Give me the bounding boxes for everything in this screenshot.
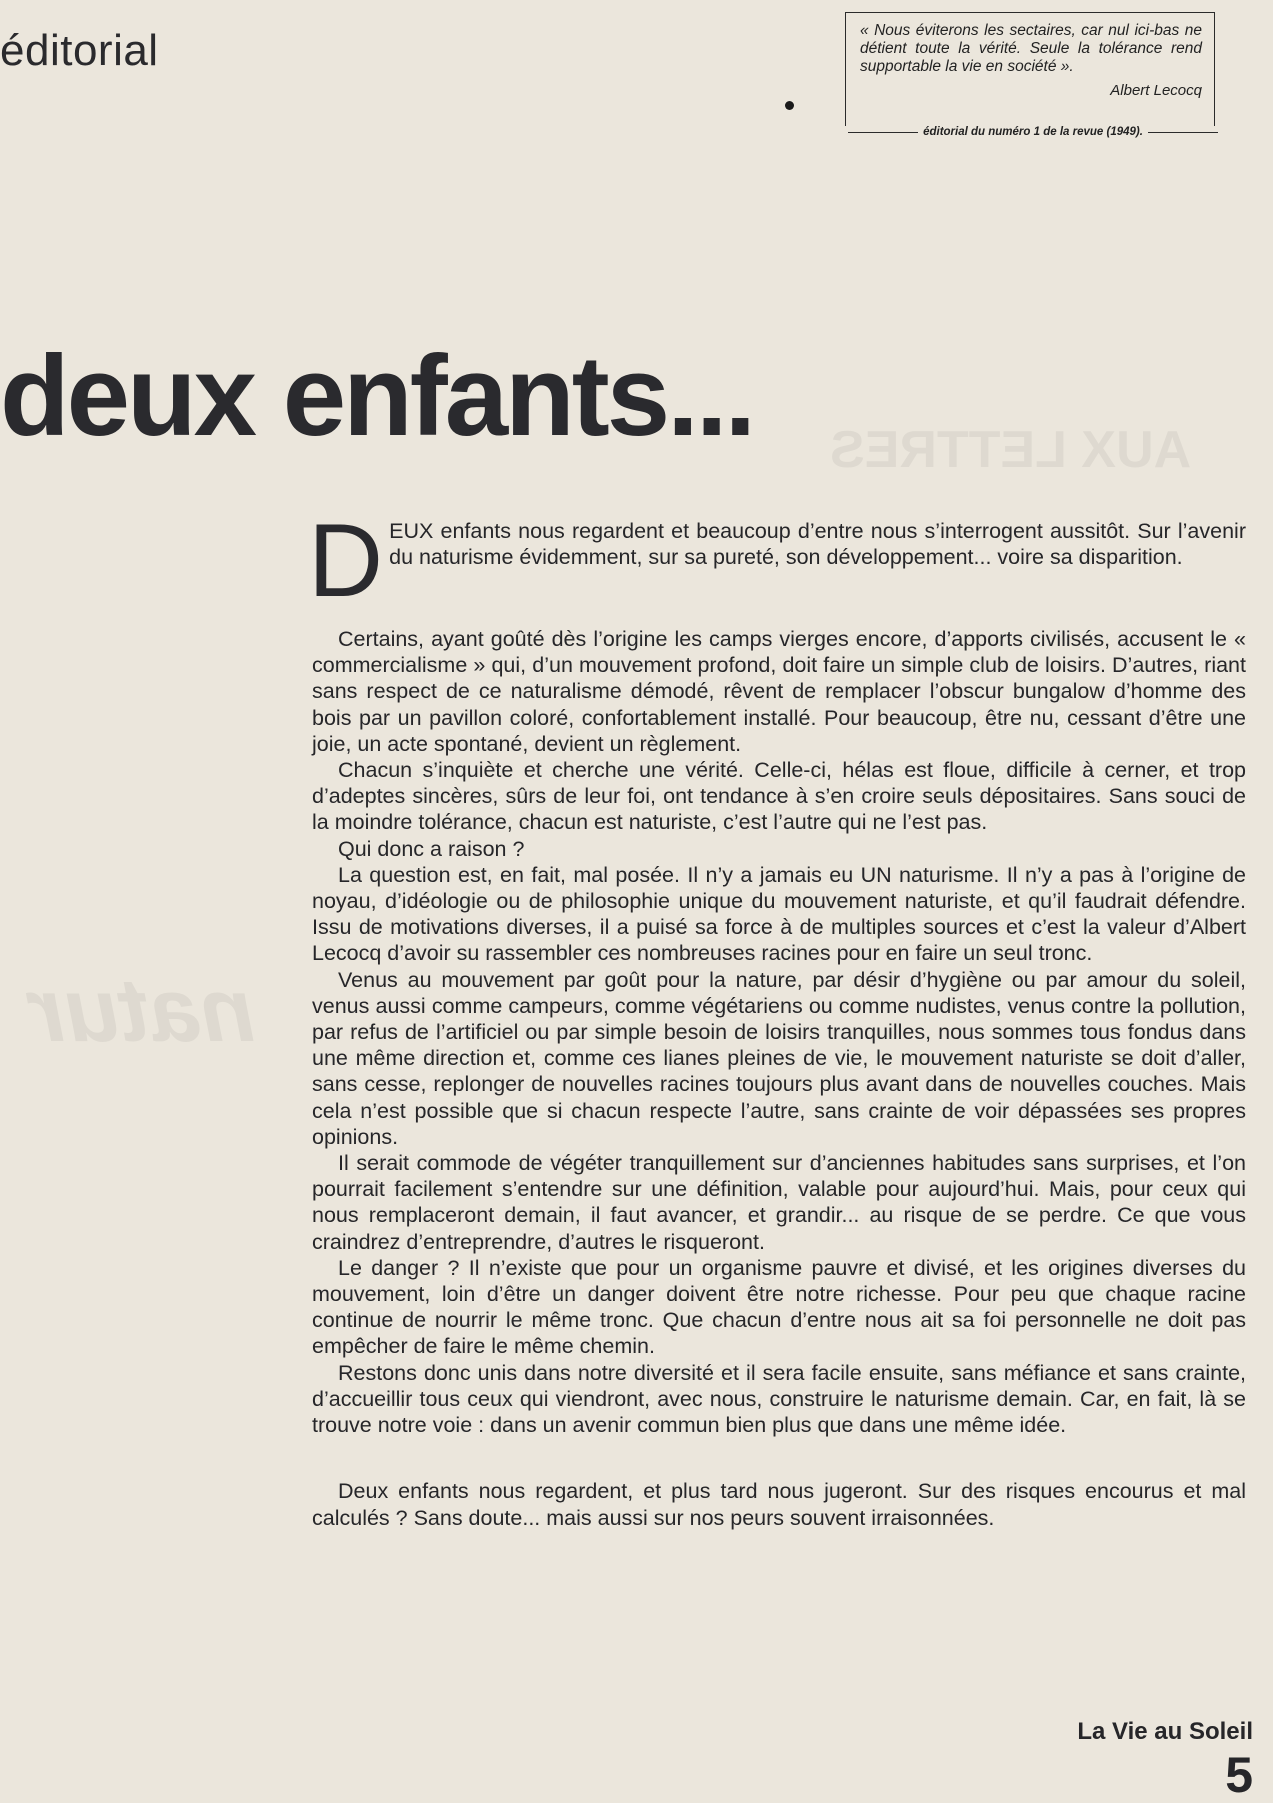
quote-text: « Nous éviterons les sectaires, car nul ici-bas ne détient toute la vérité. Seule la tolérance rend supportable la vie en société ». (860, 22, 1202, 75)
page-number: 5 (1225, 1747, 1253, 1803)
article-paragraph: Chacun s’inquiète et cherche une vérité. Celle-ci, hélas est floue, difficile à cerner, et trop d’adeptes sincères, sûrs de leur foi, ont tendance à s’en croire seuls dépositaires. Sans souci de la moindre tolérance, chacun est naturiste, c’est l’autre qui ne l’est pas. (312, 758, 1246, 835)
article-paragraph: Le danger ? Il n’existe que pour un organisme pauvre et divisé, et les origines diverses du mouvement, loin d’être un danger doivent être notre richesse. Pour peu que chaque racine continue de nourrir le même tronc. Que chacun d’entre nous ait sa foi personnelle ne doit pas empêcher de faire le même chemin. (312, 1255, 1246, 1359)
bleed-through-texture: AUX LETTRES (830, 421, 1192, 479)
quote-source: éditorial du numéro 1 de la revue (1949). (923, 126, 1143, 138)
closing-paragraph: Deux enfants nous regardent, et plus tard nous jugeront. Sur des risques encourus et mal calculés ? Sans doute... mais aussi sur nos peurs souvent irraisonnées. (312, 1479, 1246, 1530)
quote-box (845, 12, 1215, 126)
lead-paragraph: EUX enfants nous regardent et beaucoup d’entre nous s’interrogent aussitôt. Sur l’avenir du naturisme évidemment, sur sa pureté, son développement... voire sa disparition. (389, 519, 1246, 570)
article-paragraph: La question est, en fait, mal posée. Il n’y a jamais eu UN naturisme. Il n’y a pas à l’origine de noyau, d’idéologie ou de philosophie unique du mouvement naturiste, et qu’il faudrait défendre. Issu de motivations diverses, il a puisé sa force à de multiples sources et c’est la valeur d’Albert Lecocq d’avoir su rassembler ces nombreuses racines pour en faire un seul tronc. (312, 862, 1246, 966)
article-paragraph: Venus au mouvement par goût pour la nature, par désir d’hygiène ou par amour du soleil, venus aussi comme campeurs, comme végétariens ou comme nudistes, venus contre la pollution, par refus de l’artificiel ou par simple besoin de loisirs tranquilles, nous sommes tous fondus dans une même direction et, comme ces lianes pleines de vie, le mouvement naturiste se doit d’aller, sans cesse, replonger de nouvelles racines toujours plus avant dans de nouvelles couches. Mais cela n’est possible que si chacun respecte l’autre, sans crainte de voir dépassées ses propres opinions. (312, 967, 1246, 1149)
drop-cap: D (308, 503, 384, 619)
section-label: éditorial (0, 26, 159, 75)
article-paragraph: Restons donc unis dans notre diversité et il sera facile ensuite, sans méfiance et sans crainte, d’accueillir tous ceux qui viendront, avec nous, construire le naturisme demain. Car, en fait, là se trouve notre voie : dans un avenir commun bien plus que dans une même idée. (312, 1360, 1246, 1438)
publication-signature: La Vie au Soleil (1077, 1718, 1253, 1745)
article-lead (308, 503, 1246, 619)
bleed-through-texture: natur (30, 961, 255, 1061)
quote-rule-right (1148, 132, 1218, 133)
article-body (308, 503, 1246, 1531)
article-paragraph: Qui donc a raison ? (338, 836, 525, 861)
article-paragraph: Certains, ayant goûté dès l’origine les camps vierges encore, d’apports civilisés, accusent le « commercialisme » qui, d’un mouvement profond, doit faire un simple club de loisirs. D’autres, riant sans respect de ce naturalisme démodé, rêvent de remplacer l’obscur bungalow d’homme des bois par un pavillon coloré, confortablement installé. Pour beaucoup, être nu, cessant d’être une joie, un acte spontané, devient un règlement. (312, 627, 1246, 756)
quote-author: Albert Lecocq (1110, 82, 1202, 99)
headline: deux enfants... (0, 333, 754, 460)
article-paragraph: Il serait commode de végéter tranquillement sur d’anciennes habitudes sans surprises, et l’on pourrait facilement s’entendre sur une définition, valable pour aujourd’hui. Mais, pour ceux qui nous remplaceront demain, il faut avancer, et grandir... au risque de se perdre. Ce que vous craindrez d’entreprendre, d’autres le risqueront. (312, 1151, 1246, 1254)
quote-source-row (848, 122, 1218, 142)
quote-rule-left (848, 132, 918, 133)
bullet-dot (785, 101, 794, 110)
